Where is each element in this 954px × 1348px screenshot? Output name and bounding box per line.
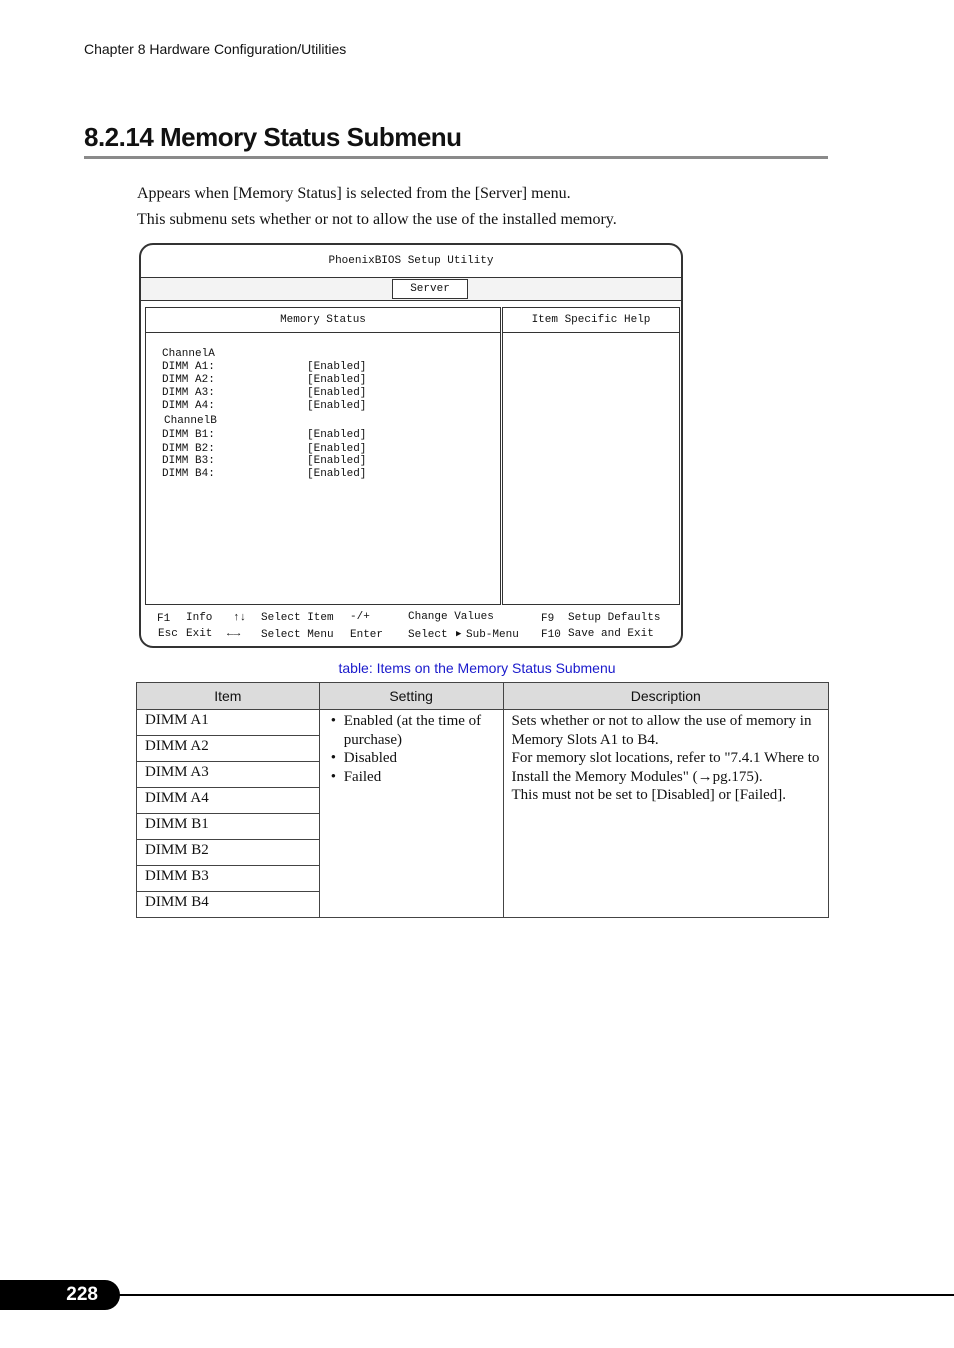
setting-item: • Enabled (at the time of purchase) xyxy=(344,712,495,749)
setting-item: • Disabled xyxy=(344,749,495,768)
item-cell: DIMM A1 xyxy=(137,710,320,736)
dimm-a3-row[interactable] xyxy=(162,387,367,399)
footer-rule xyxy=(110,1294,954,1296)
submenu-arrow-icon: ▶ xyxy=(456,629,462,639)
bios-menubar xyxy=(141,277,681,301)
key-submenu-label: Sub-Menu xyxy=(466,629,519,641)
key-f9: F9 xyxy=(541,613,555,625)
setting-item: • Failed xyxy=(344,768,495,787)
table-caption: table: Items on the Memory Status Submenu xyxy=(338,660,616,676)
key-select-item-label: Select Item xyxy=(261,612,334,624)
tab-server[interactable]: Server xyxy=(392,279,468,299)
dimm-b2-label: DIMM B2: xyxy=(162,443,215,455)
key-f1: F1 xyxy=(157,613,171,625)
memory-status-header xyxy=(146,308,500,333)
channel-a-label: ChannelA xyxy=(162,348,215,360)
item-help-header-label: Item Specific Help xyxy=(531,314,651,326)
description-line: For memory slot locations, refer to "7.4.1 Where to Install the Memory Modules" (→pg.175). xyxy=(511,750,820,785)
dimm-a1-row[interactable] xyxy=(162,361,367,373)
item-cell: DIMM B4 xyxy=(137,892,320,918)
section-title: 8.2.14 Memory Status Submenu xyxy=(84,122,462,152)
dimm-a3-label: DIMM A3: xyxy=(162,387,215,399)
item-help-header xyxy=(503,308,679,333)
items-table xyxy=(136,682,829,918)
dimm-b4-label: DIMM B4: xyxy=(162,468,215,480)
description-line: This must not be set to [Disabled] or [Failed]. xyxy=(511,787,787,803)
left-right-arrow-icon: ←→ xyxy=(227,628,241,640)
dimm-b2-value[interactable]: [Enabled] xyxy=(307,443,367,455)
dimm-b2-row[interactable] xyxy=(162,443,367,455)
table-header-row xyxy=(137,683,829,710)
description-cell xyxy=(503,710,829,918)
table-row xyxy=(137,710,829,736)
key-esc: Esc xyxy=(158,628,178,640)
item-cell: DIMM A3 xyxy=(137,762,320,788)
dimm-a4-label: DIMM A4: xyxy=(162,400,215,412)
key-f10: F10 xyxy=(541,629,561,641)
key-select-label: Select xyxy=(408,629,448,641)
key-select-menu-label: Select Menu xyxy=(261,629,334,641)
dimm-a1-label: DIMM A1: xyxy=(162,361,215,373)
bios-screen xyxy=(139,243,683,648)
up-down-arrow-icon: ↑↓ xyxy=(233,612,247,624)
chapter-header: Chapter 8 Hardware Configuration/Utilities xyxy=(84,41,347,57)
dimm-a2-row[interactable] xyxy=(162,374,367,386)
item-help-pane xyxy=(502,307,680,605)
settings-list xyxy=(328,712,495,786)
description-line: Sets whether or not to allow the use of memory in Memory Slots A1 to B4. xyxy=(511,713,812,748)
dimm-a2-label: DIMM A2: xyxy=(162,374,215,386)
dimm-b3-label: DIMM B3: xyxy=(162,455,215,467)
item-cell: DIMM A4 xyxy=(137,788,320,814)
item-cell: DIMM A2 xyxy=(137,736,320,762)
intro-line-1: Appears when [Memory Status] is selected from the [Server] menu. xyxy=(137,185,571,202)
dimm-b3-value[interactable]: [Enabled] xyxy=(307,455,367,467)
dimm-a4-row[interactable] xyxy=(162,400,367,412)
key-plus-minus: -/+ xyxy=(350,611,370,623)
item-cell: DIMM B2 xyxy=(137,840,320,866)
memory-status-pane xyxy=(145,307,501,605)
dimm-a2-value[interactable]: [Enabled] xyxy=(307,374,367,386)
dimm-b4-row[interactable] xyxy=(162,468,367,480)
key-info-label: Info xyxy=(186,612,213,624)
channel-b-label: ChannelB xyxy=(164,415,217,427)
key-change-values-label: Change Values xyxy=(408,611,494,623)
dimm-b4-value[interactable]: [Enabled] xyxy=(307,468,367,480)
header-item: Item xyxy=(137,683,320,710)
key-exit-label: Exit xyxy=(186,628,213,640)
header-setting: Setting xyxy=(319,683,503,710)
page-number: 228 xyxy=(0,1280,120,1310)
dimm-a3-value[interactable]: [Enabled] xyxy=(307,387,367,399)
dimm-b1-label: DIMM B1: xyxy=(162,429,215,441)
dimm-a4-value[interactable]: [Enabled] xyxy=(307,400,367,412)
key-enter: Enter xyxy=(350,629,384,641)
dimm-b3-row[interactable] xyxy=(162,455,367,467)
key-save-exit-label: Save and Exit xyxy=(568,628,654,640)
intro-line-2: This submenu sets whether or not to allow the use of the installed memory. xyxy=(137,211,617,228)
item-cell: DIMM B1 xyxy=(137,814,320,840)
dimm-b1-row[interactable] xyxy=(162,429,367,441)
dimm-a1-value[interactable]: [Enabled] xyxy=(307,361,367,373)
key-setup-defaults-label: Setup Defaults xyxy=(568,612,661,624)
header-description: Description xyxy=(503,683,829,710)
bios-title: PhoenixBIOS Setup Utility xyxy=(328,255,494,267)
item-cell: DIMM B3 xyxy=(137,866,320,892)
memory-status-header-label: Memory Status xyxy=(280,314,366,326)
setting-cell xyxy=(319,710,503,918)
dimm-b1-value[interactable]: [Enabled] xyxy=(307,429,367,441)
heading-divider xyxy=(84,156,828,159)
